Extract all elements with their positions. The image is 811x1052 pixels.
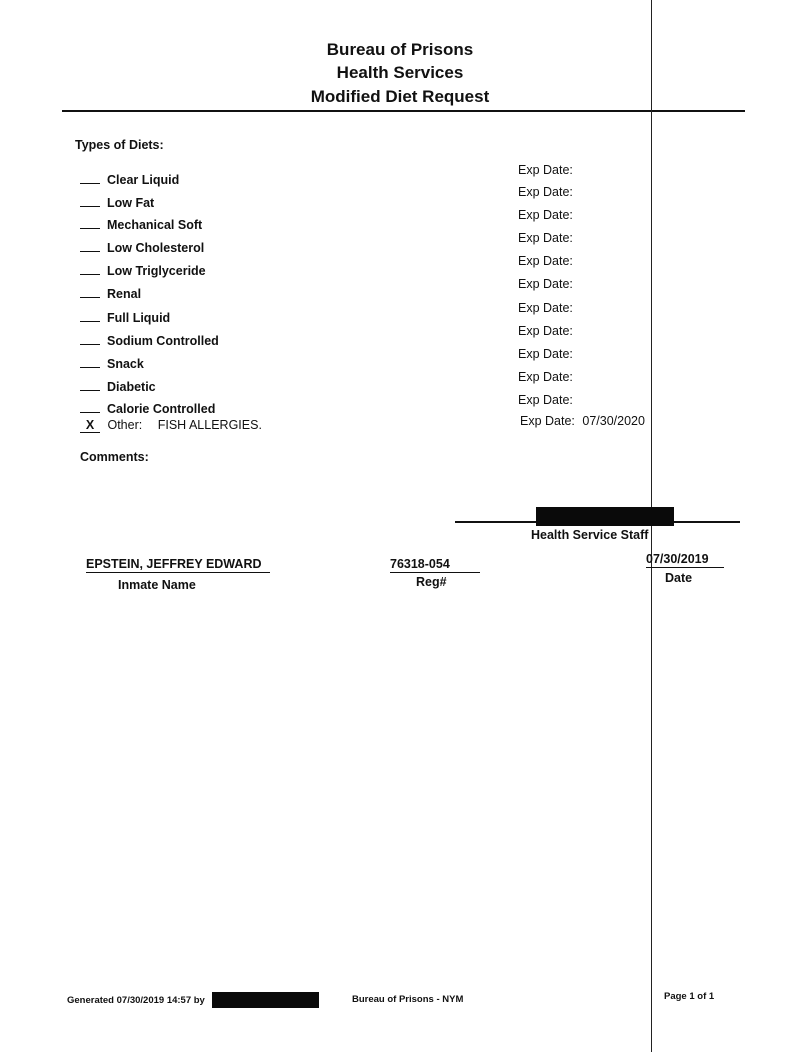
diet-checkbox-blank[interactable] — [80, 192, 100, 207]
reg-number-value: 76318-054 — [390, 557, 480, 573]
diet-label: Clear Liquid — [107, 173, 180, 187]
exp-date-label: Exp Date: — [518, 393, 573, 407]
diet-exp-date — [518, 208, 577, 222]
diet-row — [80, 214, 202, 232]
exp-date-label: Exp Date: — [518, 277, 573, 291]
diet-checkbox-blank[interactable] — [80, 214, 100, 229]
diet-checkbox-blank[interactable] — [80, 260, 100, 275]
other-checkbox-mark[interactable]: X — [80, 418, 100, 433]
inmate-name-label: Inmate Name — [118, 578, 196, 592]
exp-date-label: Exp Date: — [518, 163, 573, 177]
diet-row — [80, 192, 154, 210]
diet-label: Renal — [107, 287, 142, 301]
diet-checkbox-blank[interactable] — [80, 330, 100, 345]
types-of-diets-label: Types of Diets: — [75, 138, 164, 152]
diet-checkbox-blank[interactable] — [80, 283, 100, 298]
diet-label: Low Cholesterol — [107, 241, 205, 255]
diet-row — [80, 398, 215, 416]
diet-exp-date — [518, 347, 577, 361]
header-line-2: Health Services — [336, 63, 464, 82]
diet-label: Snack — [107, 357, 144, 371]
other-exp-value: 07/30/2020 — [582, 414, 645, 428]
inmate-name-value: EPSTEIN, JEFFREY EDWARD — [86, 557, 270, 573]
reg-number-label: Reg# — [416, 575, 447, 589]
diet-exp-date — [518, 277, 577, 291]
diet-checkbox-blank[interactable] — [80, 169, 100, 184]
health-service-staff-label: Health Service Staff — [531, 528, 649, 542]
header-rule — [62, 110, 745, 112]
diet-checkbox-blank[interactable] — [80, 376, 100, 391]
other-value: FISH ALLERGIES. — [157, 418, 262, 432]
exp-date-label: Exp Date: — [518, 231, 573, 245]
exp-date-label: Exp Date: — [518, 324, 573, 338]
diet-exp-date — [518, 370, 577, 384]
diet-row — [80, 237, 204, 255]
diet-row — [80, 353, 144, 371]
diet-exp-date — [518, 163, 577, 177]
exp-date-label: Exp Date: — [518, 347, 573, 361]
diet-row — [80, 330, 219, 348]
diet-row — [80, 307, 170, 325]
diet-row — [80, 260, 206, 278]
other-row — [80, 418, 262, 433]
scan-vertical-line — [651, 0, 652, 1052]
other-label: Other: — [107, 418, 143, 432]
diet-checkbox-blank[interactable] — [80, 398, 100, 413]
diet-exp-date — [518, 324, 577, 338]
diet-row — [80, 283, 141, 301]
diet-exp-date — [518, 231, 577, 245]
diet-checkbox-blank[interactable] — [80, 307, 100, 322]
diet-label: Full Liquid — [107, 311, 171, 325]
diet-row — [80, 376, 156, 394]
diet-label: Mechanical Soft — [107, 218, 203, 232]
redacted-signature — [536, 507, 674, 526]
other-exp-label: Exp Date: — [520, 414, 575, 428]
diet-exp-date — [518, 254, 577, 268]
exp-date-label: Exp Date: — [518, 370, 573, 384]
footer-generated: Generated 07/30/2019 14:57 by — [67, 995, 205, 1006]
diet-checkbox-blank[interactable] — [80, 353, 100, 368]
diet-label: Calorie Controlled — [107, 402, 216, 416]
date-value: 07/30/2019 — [646, 552, 724, 568]
redacted-generated-by — [212, 992, 319, 1008]
diet-label: Low Fat — [107, 196, 155, 210]
diet-label: Low Triglyceride — [107, 264, 206, 278]
exp-date-label: Exp Date: — [518, 208, 573, 222]
diet-label: Sodium Controlled — [107, 334, 219, 348]
other-exp — [520, 414, 645, 428]
exp-date-label: Exp Date: — [518, 254, 573, 268]
footer-page-number: Page 1 of 1 — [664, 991, 715, 1002]
form-title: Modified Diet Request — [310, 87, 490, 106]
diet-exp-date — [518, 185, 577, 199]
comments-label: Comments: — [80, 450, 149, 464]
date-label: Date — [665, 571, 693, 585]
exp-date-label: Exp Date: — [518, 301, 573, 315]
diet-label: Diabetic — [107, 380, 156, 394]
diet-checkbox-blank[interactable] — [80, 237, 100, 252]
header-line-1: Bureau of Prisons — [326, 40, 474, 59]
exp-date-label: Exp Date: — [518, 185, 573, 199]
diet-exp-date — [518, 301, 577, 315]
diet-exp-date — [518, 393, 577, 407]
diet-row — [80, 169, 179, 187]
footer-center: Bureau of Prisons - NYM — [352, 994, 464, 1005]
